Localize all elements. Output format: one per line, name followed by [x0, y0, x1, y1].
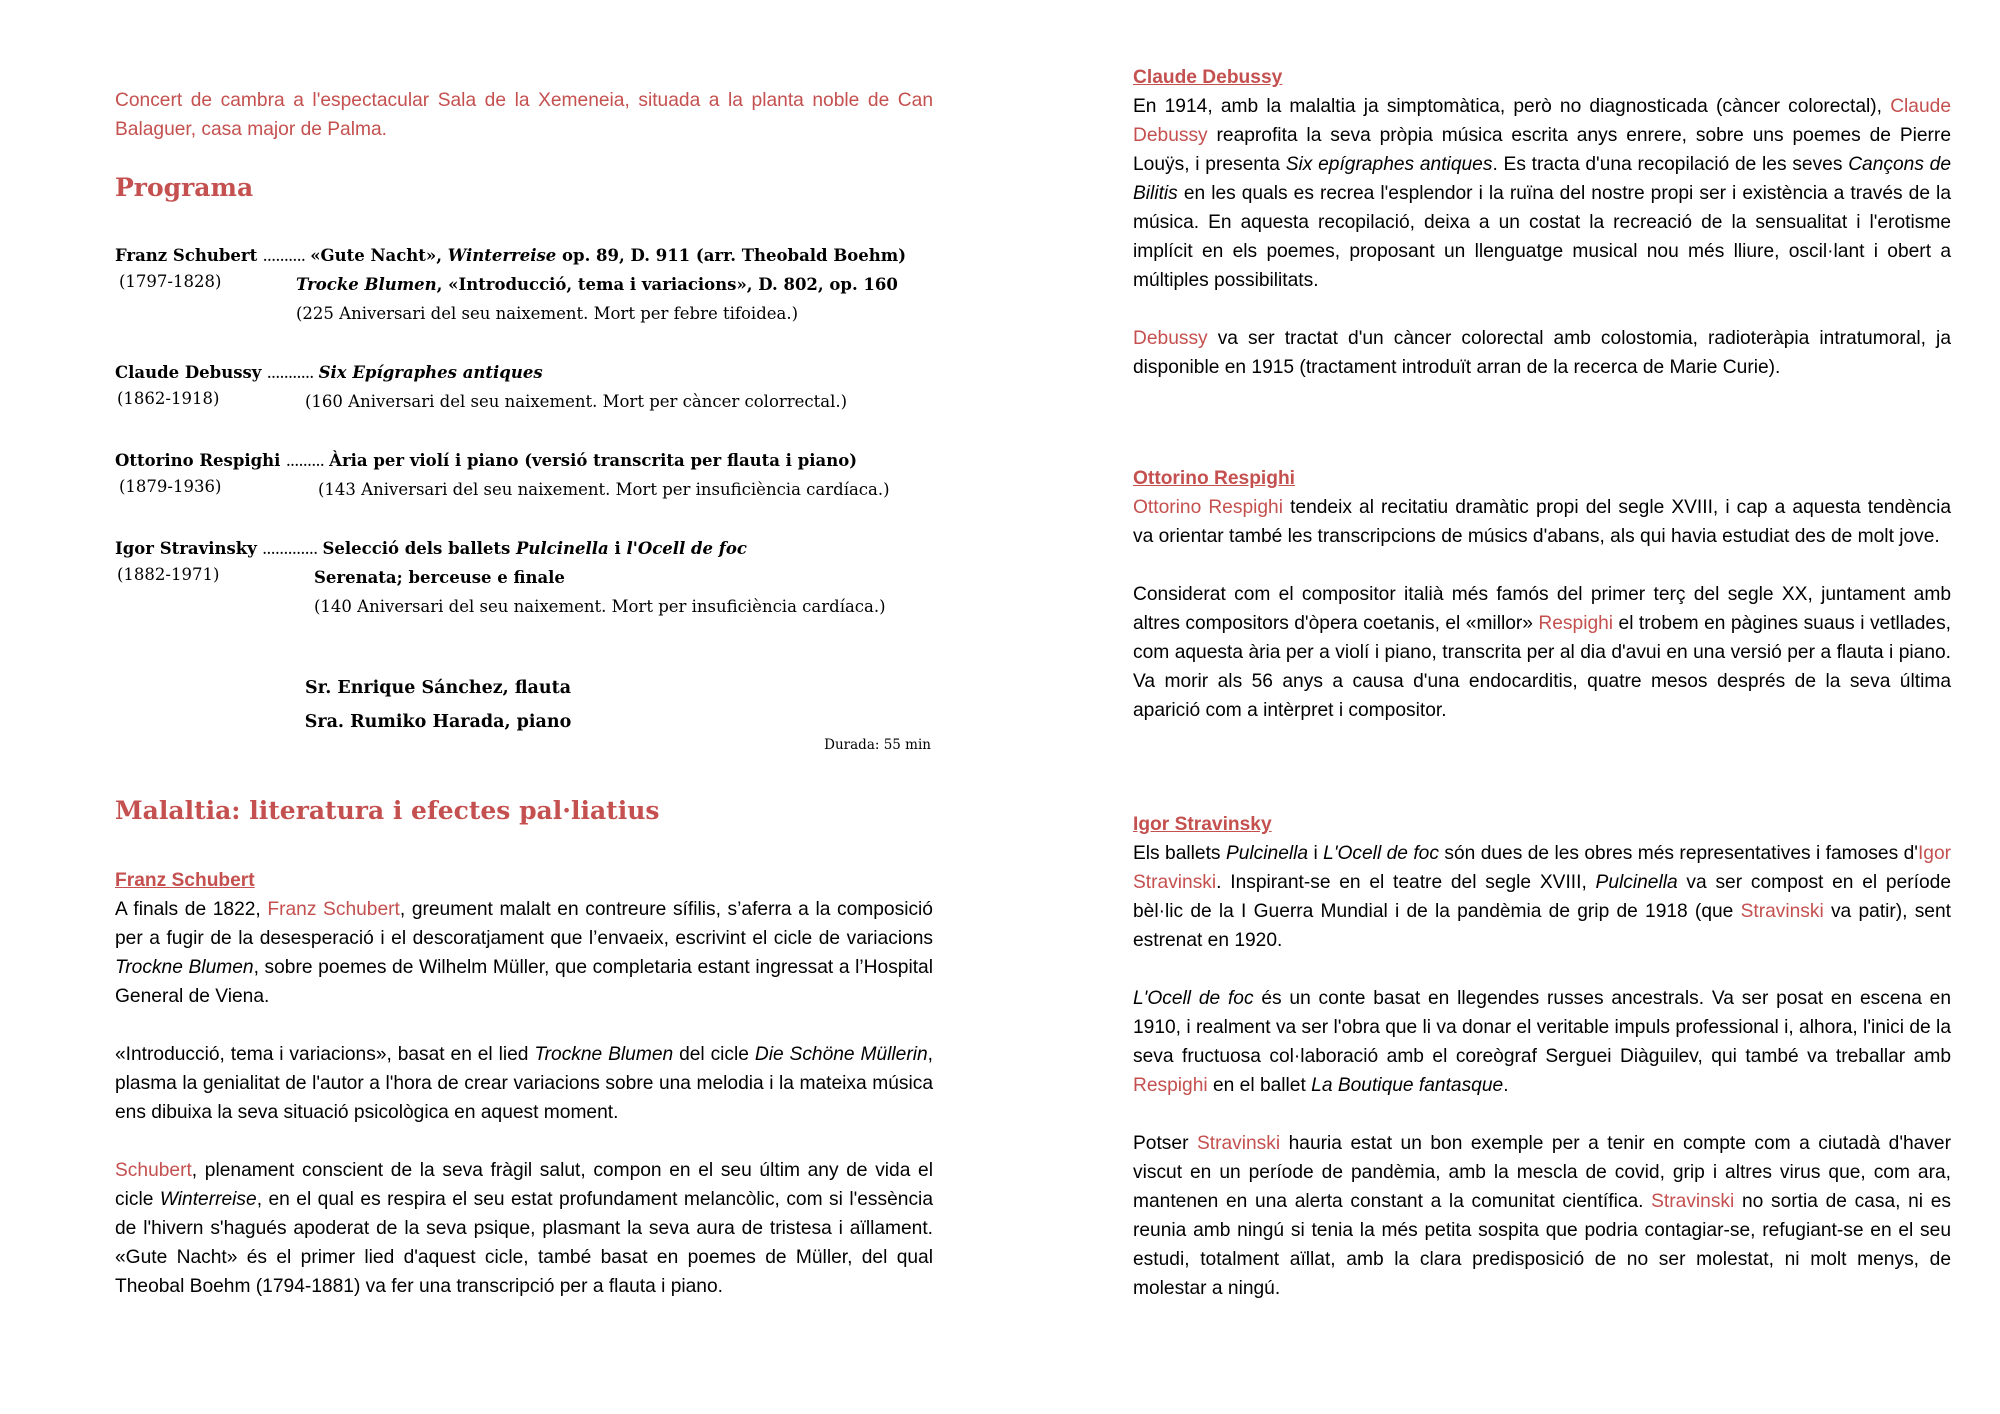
paragraph: En 1914, amb la malaltia ja simptomàtica, però no diagnosticada (càncer colorectal), Claude Debussy reaprofita la seva pròpia música escrita anys enrere, sobre uns poemes de Pierre Louÿs, i presenta Six epígraphes antiques. Es tracta d'una recopilació de les seves Cançons de Bilitis en les quals es recrea l'esplendor i la ruïna del nostre propi ser i existència a través de la música. En aquesta recopilació, deixa a un costat la recreació de la sensualitat i l'erotisme implícit en els poemes, proposant un llenguatge musical nou més lliure, oscil·lant i obert a múltiples possibilitats. — [1133, 96, 1952, 291]
program-note: (143 Aniversari del seu naixement. Mort per insuficiència cardíaca.) — [318, 480, 890, 499]
composer-name: Franz Schubert — [115, 246, 258, 265]
composer-years: (1797-1828) — [119, 272, 222, 291]
section-heading: Ottorino Respighi — [1133, 468, 1296, 489]
section-schubert — [115, 866, 933, 1301]
section-respighi — [1133, 464, 1951, 725]
section-heading: Franz Schubert — [115, 870, 255, 891]
work-line: «Gute Nacht», Winterreise op. 89, D. 911 (arr. Theobald Boehm) — [310, 246, 907, 265]
composer-years: (1879-1936) — [119, 477, 222, 496]
duration: Durada: 55 min — [824, 737, 931, 753]
programa-title: Programa — [115, 173, 254, 202]
leader-dots: .......... — [262, 246, 305, 265]
paragraph: A finals de 1822, Franz Schubert, greument malalt en contreure sífilis, s’aferra a la composició per a fugir de la desesperació i el descoratjament que l’envaeix, escrivint el cicle de variacions Trockne Blumen, sobre poemes de Wilhelm Müller, que completaria estant ingressat a l’Hospital General de Viena. — [115, 899, 933, 1007]
intro-text: Concert de cambra a l'espectacular Sala de la Xemeneia, situada a la planta noble de Can Balaguer, casa major de Palma. — [115, 90, 933, 140]
section-heading: Claude Debussy — [1133, 67, 1283, 88]
work-line: Selecció dels ballets Pulcinella i l'Ocell de foc — [322, 539, 747, 558]
paragraph: Els ballets Pulcinella i L'Ocell de foc són dues de les obres més representatives i famoses d'Igor Stravinski. Inspirant-se en el teatre del segle XVIII, Pulcinella va ser compost en el període bèl·lic de la I Guerra Mundial i de la pandèmia de grip de 1918 (que Stravinski va patir), sent estrenat en 1920. — [1133, 843, 1952, 951]
leader-dots: ............. — [262, 539, 318, 558]
work-line: Trocke Blumen, «Introducció, tema i variacions», D. 802, op. 160 — [296, 275, 898, 294]
section-heading: Igor Stravinsky — [1133, 814, 1272, 835]
program-note: (140 Aniversari del seu naixement. Mort per insuficiència cardíaca.) — [314, 597, 886, 616]
composer-years: (1862-1918) — [117, 389, 220, 408]
paragraph: Debussy va ser tractat d'un càncer colorectal amb colostomia, radioteràpia intratumoral, ja disponible en 1915 (tractament introduït arran de la recerca de Marie Curie). — [1133, 328, 1951, 378]
work-line: Serenata; berceuse e finale — [314, 568, 565, 587]
leader-dots: ........... — [266, 363, 314, 382]
paragraph: Ottorino Respighi tendeix al recitatiu dramàtic propi del segle XVIII, i cap a aquesta tendència va orientar també les transcripcions de músics d'abans, als qui havia estudiat des de molt jove. — [1133, 497, 1951, 547]
composer-name: Igor Stravinsky — [115, 539, 257, 558]
paragraph: «Introducció, tema i variacions», basat en el lied Trockne Blumen del cicle Die Schöne Müllerin, plasma la genialitat de l'autor a l'hora de crear variacions sobre una melodia i la mateixa música ens dibuixa la seva situació psicològica en aquest moment. — [115, 1044, 934, 1123]
leader-dots: ......... — [285, 451, 324, 470]
performer-piano: Sra. Rumiko Harada, piano — [304, 712, 572, 732]
program-note: (225 Aniversari del seu naixement. Mort per febre tifoidea.) — [296, 304, 799, 323]
paragraph: Considerat com el compositor italià més famós del primer terç del segle XX, juntament amb altres compositors d'òpera coetanis, el «millor» Respighi el trobem en pàgines suaus i vetllades, com aquesta ària per a violí i piano, transcrita per al dia d'avui en una versió per a flauta i piano. Va morir als 56 anys a causa d'una endocarditis, quatre mesos després de la seva última aparició com a intèrpret i compositor. — [1133, 584, 1951, 721]
composer-name: Ottorino Respighi — [115, 451, 281, 470]
program-note: (160 Aniversari del seu naixement. Mort per càncer colorrectal.) — [305, 392, 848, 411]
section-debussy — [1133, 63, 1951, 382]
paragraph: Schubert, plenament conscient de la seva fràgil salut, compon en el seu últim any de vida el cicle Winterreise, en el qual es respira el seu estat profundament melancòlic, com si l'essència de l'hivern s'hagués apoderat de la seva psique, plasmant la seva aura de tristesa i aïllament. «Gute Nacht» és el primer lied d'aquest cicle, també basat en poemes de Müller, del qual Theobal Boehm (1794-1881) va fer una transcripció per a flauta i piano. — [115, 1160, 933, 1297]
composer-name: Claude Debussy — [115, 363, 262, 382]
work-title: Ària per violí i piano (versió transcrita per flauta i piano) — [329, 451, 858, 470]
paragraph: Potser Stravinski hauria estat un bon exemple per a tenir en compte com a ciutadà d'haver viscut en un període de pandèmia, amb la mescla de covid, grip i altres virus que, com ara, mantenen en una alerta constant a la comunitat científica. Stravinski no sortia de casa, ni es reunia amb ningú si tenia la més petita sospita que podria contagiar-se, refugiant-se en el seu estudi, totalment aïllat, amb la clara predisposició de no ser molestat, ni molt menys, de molestar a ningú. — [1133, 1133, 1951, 1299]
paragraph: L'Ocell de foc és un conte basat en llegendes russes ancestrals. Va ser posat en escena en 1910, i realment va ser l'obra que li va donar el veritable impuls professional i, alhora, l'inici de la seva fructuosa col·laboració amb el coreògraf Serguei Diàguilev, qui també va treballar amb Respighi en el ballet La Boutique fantasque. — [1133, 988, 1951, 1096]
performer-flute: Sr. Enrique Sánchez, flauta — [304, 678, 572, 698]
section-stravinsky — [1133, 810, 1951, 1303]
work-title: Six Epígraphes antiques — [318, 363, 543, 382]
malaltia-title: Malaltia: literatura i efectes pal·liatius — [115, 796, 660, 825]
composer-years: (1882-1971) — [117, 565, 220, 584]
